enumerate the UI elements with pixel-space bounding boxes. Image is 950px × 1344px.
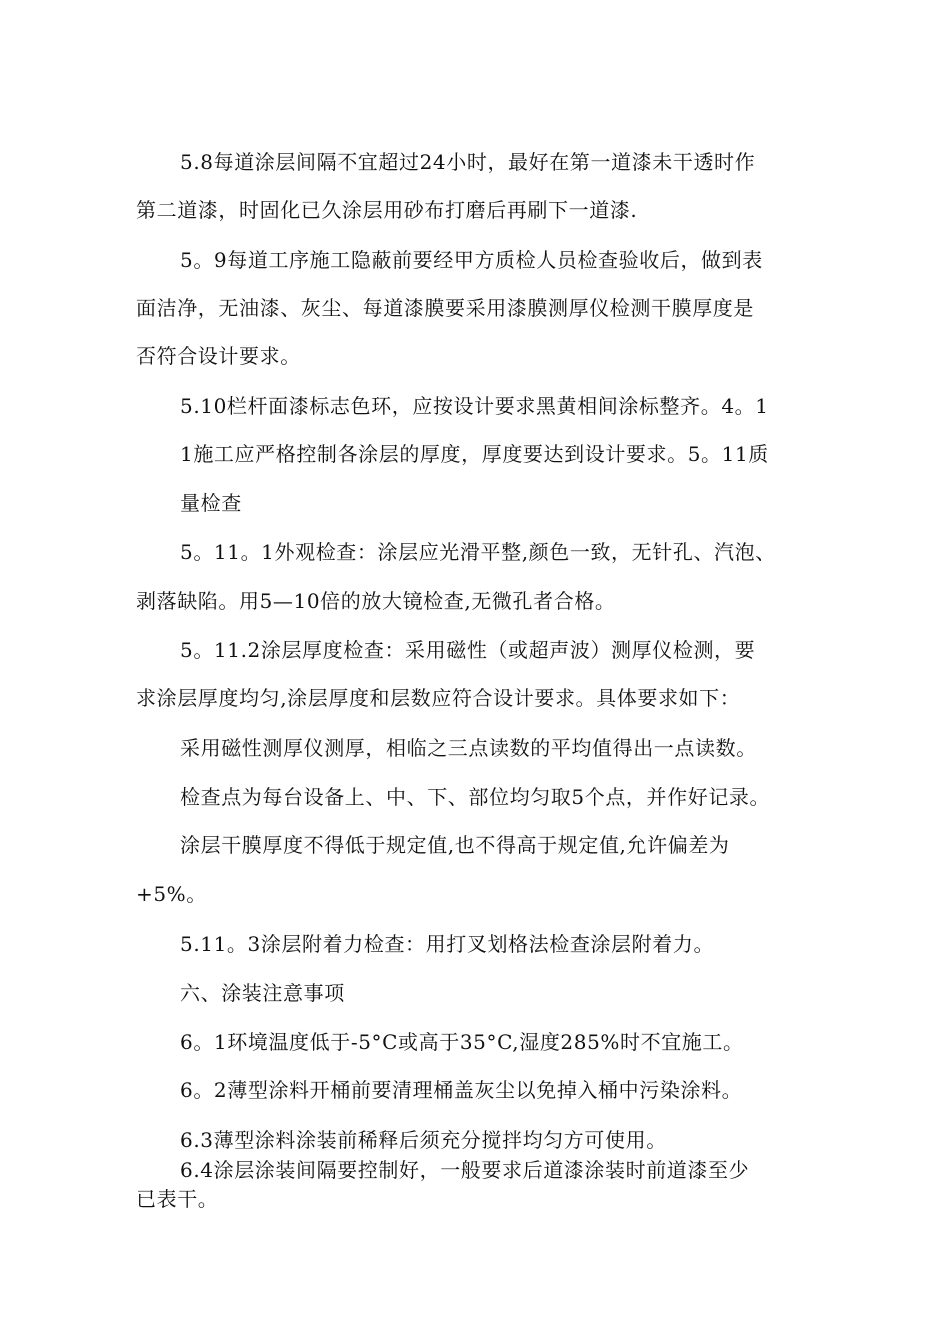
text-line: 6.4涂层涂装间隔要控制好，一般要求后道漆涂装时前道漆至少 [180,1158,750,1182]
text-line: 1施工应严格控制各涂层的厚度，厚度要达到设计要求。5。11质 [180,442,769,466]
text-line: 求涂层厚度均匀,涂层厚度和层数应符合设计要求。具体要求如下： [136,686,741,710]
text-line: 第二道漆，时固化已久涂层用砂布打磨后再刷下一道漆. [136,198,638,222]
text-line: 5。9每道工序施工隐蔽前要经甲方质检人员检查验收后，做到表 [180,248,763,272]
text-line: 已表干。 [136,1187,219,1211]
text-line: 量检查 [180,491,242,515]
text-line: 5.11。3涂层附着力检查：用打叉划格法检查涂层附着力。 [180,932,715,956]
text-line: 否符合设计要求。 [136,344,301,368]
text-line: +5%。 [136,882,207,906]
text-line: 6.3薄型涂料涂装前稀释后须充分搅拌均匀方可使用。 [180,1128,667,1152]
text-line: 5.10栏杆面漆标志色环，应按设计要求黑黄相间涂标整齐。4。1 [180,394,769,418]
text-line: 6。1环境温度低于-5°C或高于35°C,湿度285%时不宜施工。 [180,1030,744,1054]
text-line: 5。11.2涂层厚度检查：采用磁性（或超声波）测厚仪检测，要 [180,638,756,662]
text-line: 剥落缺陷。用5—10倍的放大镜检查,无微孔者合格。 [136,589,616,613]
text-line: 5.8每道涂层间隔不宜超过24小时，最好在第一道漆未干透时作 [180,150,756,174]
section-heading: 六、涂装注意事项 [180,981,345,1005]
text-line: 6。2薄型涂料开桶前要清理桶盖灰尘以免掉入桶中污染涂料。 [180,1078,743,1102]
text-line: 涂层干膜厚度不得低于规定值,也不得高于规定值,允许偏差为 [180,833,730,857]
text-line: 面洁净，无油漆、灰尘、每道漆膜要采用漆膜测厚仪检测干膜厚度是 [136,296,754,320]
text-line: 采用磁性测厚仪测厚，相临之三点读数的平均值得出一点读数。 [180,736,757,760]
text-line: 检查点为每台设备上、中、下、部位均匀取5个点，并作好记录。 [180,785,771,809]
text-line: 5。11。1外观检查：涂层应光滑平整,颜色一致，无针孔、汽泡、 [180,540,776,564]
